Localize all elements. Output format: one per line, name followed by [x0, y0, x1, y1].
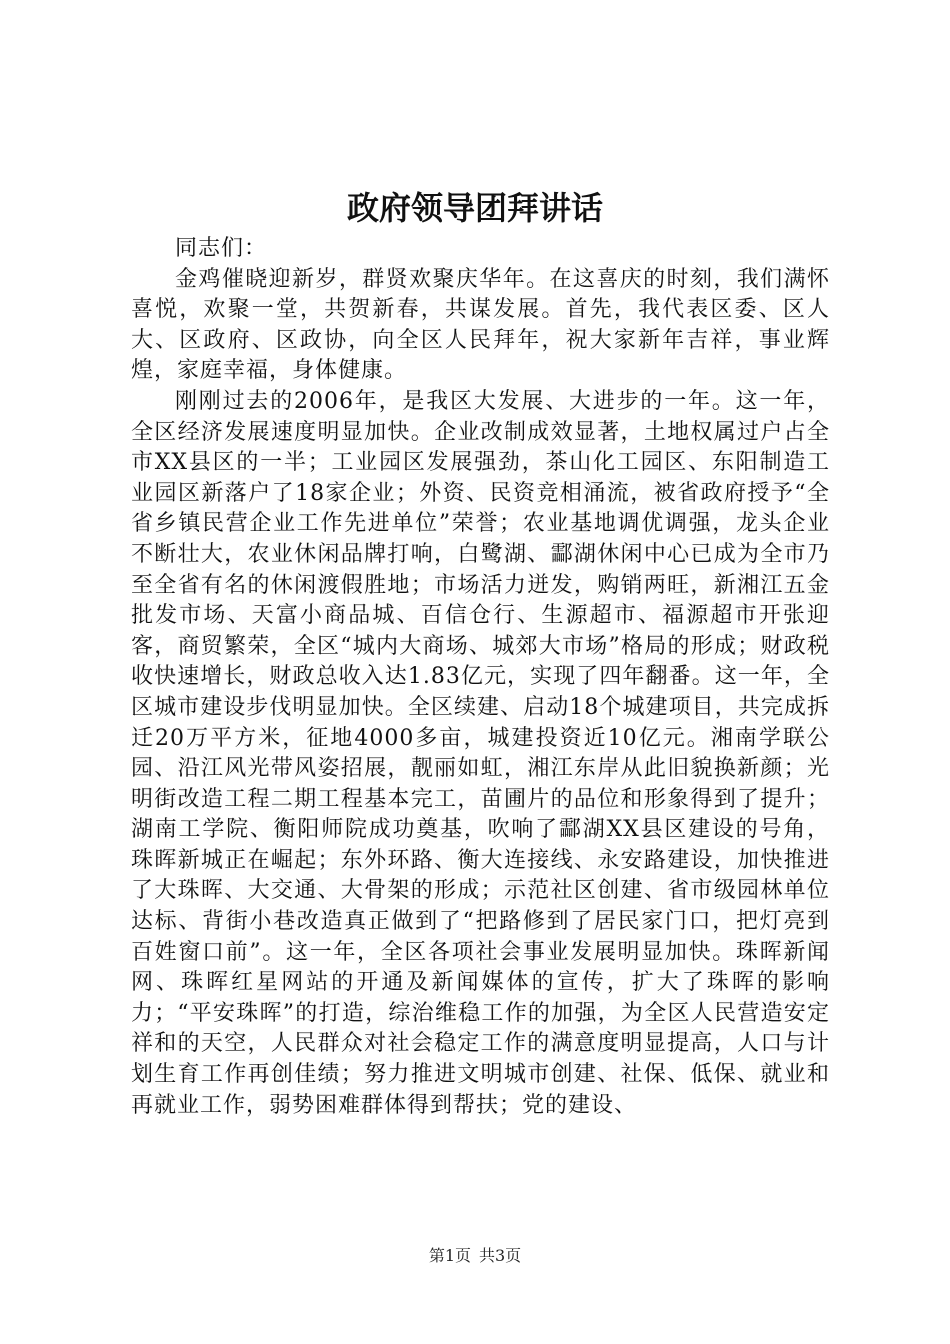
salutation: 同志们：: [175, 236, 268, 261]
page-footer: [0, 1244, 950, 1268]
page-number: 第1页: [428, 1246, 471, 1265]
document-body: [131, 234, 830, 1121]
paragraph-greeting: 金鸡催晓迎新岁，群贤欢聚庆华年。在这喜庆的时刻，我们满怀喜悦，欢聚一堂，共贺新春，共谋发展。首先，我代表区委、区人大、区政府、区政协，向全区人民拜年，祝大家新年吉祥，事业辉煌，家庭幸福，身体健康。: [131, 266, 830, 384]
document-title: 政府领导团拜讲话: [346, 189, 603, 227]
paragraph-review: 刚刚过去的2006年，是我区大发展、大进步的一年。这一年，全区经济发展速度明显加快。企业改制成效显著，土地权属过户占全市XX县区的一半；工业园区发展强劲，茶山化工园区、东阳制造工业园区新落户了18家企业；外资、民资竞相涌流，被省政府授予“全省乡镇民营企业工作先进单位”荣誉；农业基地调优调强，龙头企业不断壮大，农业休闲品牌打响，白鹭湖、酃湖休闲中心已成为全市乃至全省有名的休闲渡假胜地；市场活力迸发，购销两旺，新湘江五金批发市场、天富小商品城、百信仓行、生源超市、福源超市开张迎客，商贸繁荣，全区“城内大商场、城郊大市场”格局的形成；财政税收快速增长，财政总收入达1.83亿元，实现了四年翻番。这一年，全区城市建设步伐明显加快。全区续建、启动18个城建项目，共完成拆迁20万平方米，征地4000多亩，城建投资近10亿元。湘南学联公园、沿江风光带风姿招展，靓丽如虹，湘江东岸从此旧貌换新颜；光明街改造工程二期工程基本完工，苗圃片的品位和形象得到了提升；湖南工学院、衡阳师院成功奠基，吹响了酃湖XX县区建设的号角，珠晖新城正在崛起；东外环路、衡大连接线、永安路建设，加快推进了大珠晖、大交通、大骨架的形成；示范社区创建、省市级园林单位达标、背街小巷改造真正做到了“把路修到了居民家门口，把灯亮到百姓窗口前”。这一年，全区各项社会事业发展明显加快。珠晖新闻网、珠晖红星网站的开通及新闻媒体的宣传，扩大了珠晖的影响力；“平安珠晖”的打造，综治维稳工作的加强，为全区人民营造安定祥和的天空，人民群众对社会稳定工作的满意度明显提高，人口与计划生育工作再创佳绩；努力推进文明城市创建、社保、低保、就业和再就业工作，弱势困难群体得到帮扶；党的建设、: [131, 388, 830, 1118]
page-total: 共3页: [479, 1246, 522, 1265]
